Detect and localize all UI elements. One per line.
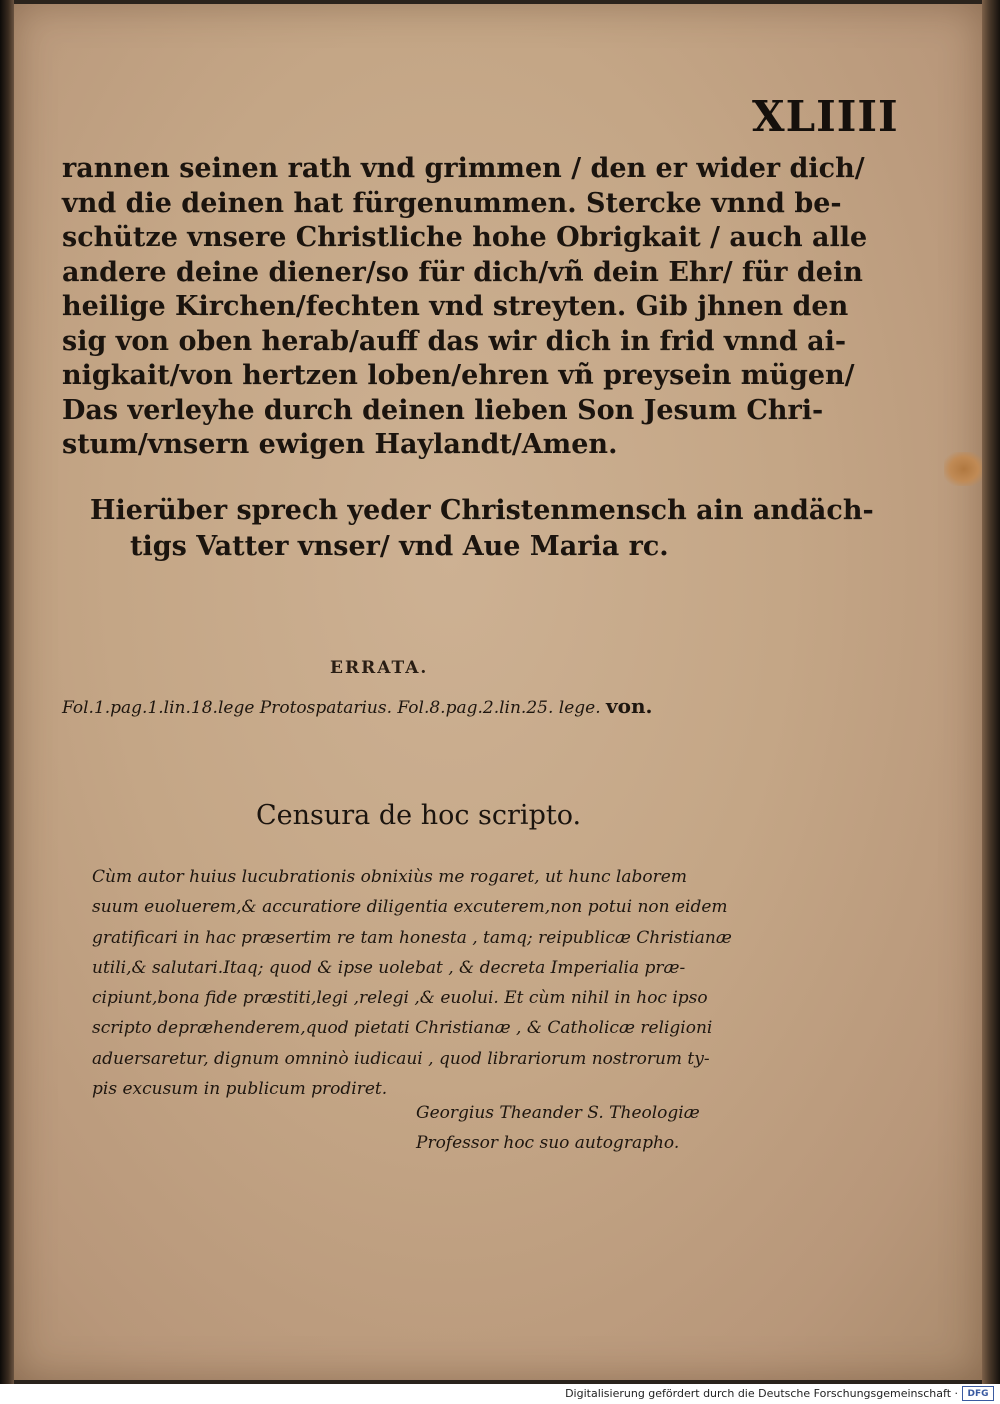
folio-number: XLIIII <box>752 92 899 141</box>
text-line: rannen seinen rath vnd grimmen / den er wider dich/ <box>62 153 865 184</box>
book-spine-edge <box>0 0 14 1384</box>
censura-heading: Censura de hoc scripto. <box>256 800 582 831</box>
text-line: tigs Vatter vnser/ vnd Aue Maria rc. <box>130 531 669 562</box>
text-line: Das verleyhe durch deinen lieben Son Jesum Chri- <box>62 394 824 426</box>
text-line: sig von oben herab/auff das wir dich in frid vnnd ai- <box>62 325 847 357</box>
errata-text: Fol.1.pag.1.lin.18.lege Protospatarius. Fol.8.pag.2.lin.25. lege. <box>62 698 601 718</box>
text-line: suum euoluerem,& accuratiore diligentia excuterem,non potui non eidem <box>92 897 728 918</box>
errata-heading: ERRATA. <box>330 658 429 678</box>
text-line: andere deine diener/so für dich/vñ dein Ehr/ für dein <box>62 256 863 288</box>
text-line: stum/vnsern ewigen Haylandt/Amen. <box>62 429 618 460</box>
page-fore-edge <box>982 0 1000 1384</box>
text-line: schütze vnsere Christliche hohe Obrigkait / auch alle <box>62 222 868 253</box>
text-line: cipiunt,bona fide præstiti,legi ,relegi ,& euolui. Et cùm nihil in hoc ipso <box>92 988 708 1009</box>
funding-credit: Digitalisierung gefördert durch die Deutsche Forschungsgemeinschaft · <box>565 1387 958 1400</box>
text-line: Cùm autor huius lucubrationis obnixiùs me rogaret, ut hunc laborem <box>92 867 687 887</box>
dfg-logo[interactable]: DFG <box>962 1386 994 1401</box>
censor-signature <box>416 1098 776 1158</box>
text-line: Hierüber sprech yeder Christenmensch ain andäch- <box>90 495 874 526</box>
blackletter-paragraph <box>62 152 868 463</box>
text-line: heilige Kirchen/fechten vnd streyten. Gib jhnen den <box>62 291 849 322</box>
text-line: Georgius Theander S. Theologiæ <box>416 1103 700 1123</box>
paper-stain <box>944 452 982 486</box>
text-line: Professor hoc suo autographo. <box>416 1133 680 1153</box>
prayer-instruction <box>90 493 874 565</box>
text-line: utili,& salutari.Itaq; quod & ipse uolebat , & decreta Imperialia præ- <box>92 957 686 978</box>
text-line: pis excusum in publicum prodiret. <box>92 1079 388 1100</box>
text-line: vnd die deinen hat fürgenummen. Stercke vnnd be- <box>62 187 842 219</box>
text-line: gratificari in hac præsertim re tam honesta , tamq; reipublicæ Christianæ <box>92 927 732 948</box>
text-line: nigkait/von hertzen loben/ehren vñ preysein mügen/ <box>62 360 855 391</box>
text-line: aduersaretur, dignum omninò iudicaui , quod librariorum nostrorum ty- <box>92 1048 710 1069</box>
errata-correction: von. <box>606 694 653 718</box>
funding-footer <box>0 1384 1000 1404</box>
censura-paragraph <box>92 862 772 1104</box>
errata-entry <box>62 694 782 718</box>
text-line: scripto depræhenderem,quod pietati Christianæ , & Catholicæ religioni <box>92 1018 713 1039</box>
